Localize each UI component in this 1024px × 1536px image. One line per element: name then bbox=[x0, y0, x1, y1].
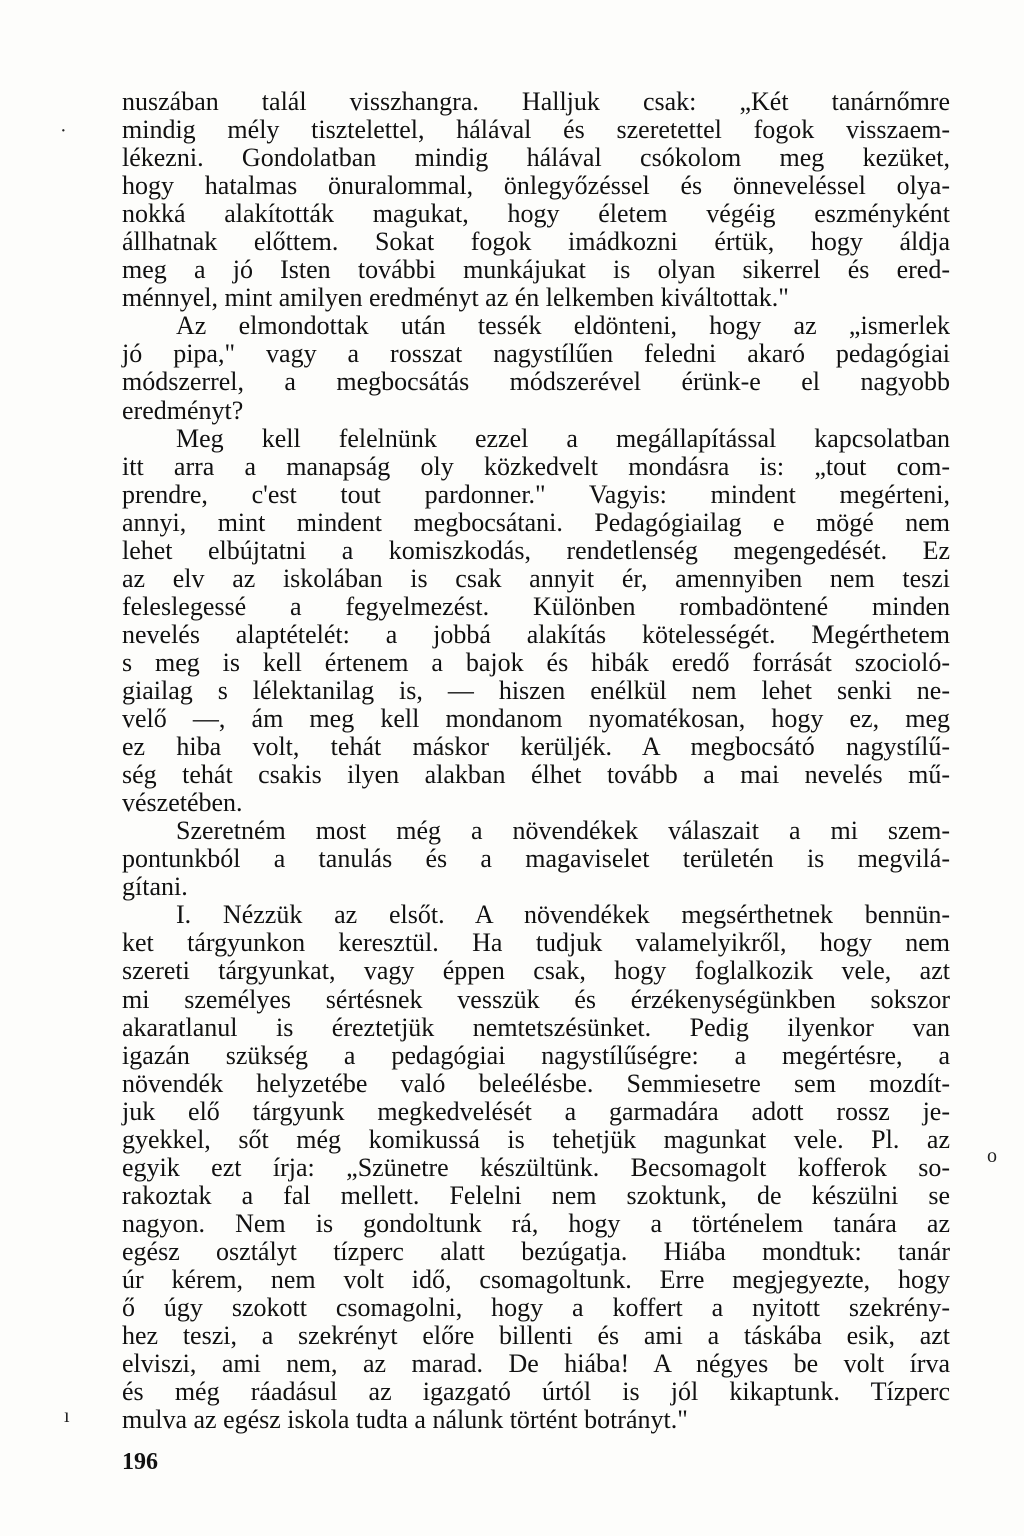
text-line: itt arra a manapság oly közkedvelt mondásra is: „tout com- bbox=[122, 451, 950, 481]
text-line: elviszi, ami nem, az marad. De hiába! A négyes be volt írva bbox=[122, 1349, 950, 1379]
margin-speck: · bbox=[60, 120, 67, 142]
text-line: prendre, c'est tout pardonner." Vagyis: mindent megérteni, bbox=[122, 479, 950, 509]
text-line: Meg kell felelnünk ezzel a megállapítással kapcsolatban bbox=[176, 423, 950, 453]
text-line: egyik ezt írja: „Szünetre készültünk. Becsomagolt kofferok so- bbox=[122, 1152, 950, 1182]
text-line: ség tehát csakis ilyen alakban élhet tovább a mai nevelés mű- bbox=[122, 760, 950, 790]
text-line: Az elmondottak után tessék eldönteni, hogy az „ismerlek bbox=[176, 311, 950, 341]
text-line: mi személyes sértésnek vesszük és érzékenységünkben sokszor bbox=[122, 984, 950, 1014]
text-line: gyekkel, sőt még komikussá is tehetjük magunkat vele. Pl. az bbox=[122, 1124, 950, 1154]
body-text bbox=[122, 88, 950, 1434]
text-line: hez teszi, a szekrényt előre billenti és ami a táskába esik, azt bbox=[122, 1321, 950, 1351]
text-line: akaratlanul is éreztetjük nemtetszésünket. Pedig ilyenkor van bbox=[122, 1012, 950, 1042]
text-line: rakoztak a fal mellett. Felelni nem szoktunk, de készülni se bbox=[122, 1180, 950, 1210]
text-line: s meg is kell értenem a bajok és hibák eredő forrását szocioló- bbox=[122, 647, 950, 677]
text-line: ez hiba volt, tehát máskor kerüljék. A megbocsátó nagystílű- bbox=[122, 732, 950, 762]
text-line: nuszában talál visszhangra. Halljuk csak: „Két tanárnőmre bbox=[122, 87, 950, 116]
margin-circle-mark: o bbox=[987, 1145, 997, 1167]
text-line: szereti tárgyunkat, vagy éppen csak, hogy foglalkozik vele, azt bbox=[122, 956, 950, 986]
text-line: I. Nézzük az elsőt. A növendékek megsérthetnek bennün- bbox=[176, 900, 950, 930]
text-line: meg a jó Isten további munkájukat is olyan sikerrel és ered- bbox=[122, 255, 950, 285]
text-line: pontunkból a tanulás és a magaviselet területén is megvilá- bbox=[122, 844, 950, 874]
margin-tick-mark: ı bbox=[64, 1405, 70, 1427]
text-line: jó pipa," vagy a rosszat nagystílűen feledni akaró pedagógiai bbox=[122, 339, 950, 369]
text-line: egész osztályt tízperc alatt bezúgatja. Hiába mondtuk: tanár bbox=[122, 1236, 950, 1266]
text-line: nagyon. Nem is gondoltunk rá, hogy a történelem tanára az bbox=[122, 1208, 950, 1238]
page-number: 196 bbox=[122, 1449, 158, 1475]
text-line: velő —, ám meg kell mondanom nyomatékosan, hogy ez, meg bbox=[122, 704, 950, 734]
text-line: az elv az iskolában is csak annyit ér, amennyiben nem teszi bbox=[122, 563, 950, 593]
text-line: úr kérem, nem volt idő, csomagoltunk. Erre megjegyezte, hogy bbox=[122, 1264, 950, 1294]
text-line: Szeretném most még a növendékek válaszait a mi szem- bbox=[176, 816, 950, 846]
text-line: hogy hatalmas önuralommal, önlegyőzéssel és önneveléssel olya- bbox=[122, 171, 950, 201]
text-line: vészetében. bbox=[122, 788, 243, 818]
text-line: nevelés alaptételét: a jobbá alakítás kötelességét. Megérthetem bbox=[122, 619, 950, 649]
text-line: ő úgy szokott csomagolni, hogy a koffert a nyitott szekrény- bbox=[122, 1293, 950, 1323]
text-line: giailag s lélektanilag is, — hiszen enélkül nem lehet senki ne- bbox=[122, 675, 950, 705]
text-line: juk elő tárgyunk megkedvelését a garmadára adott rossz je- bbox=[122, 1096, 950, 1126]
text-line: gítani. bbox=[122, 872, 188, 902]
text-line: lékezni. Gondolatban mindig hálával csókolom meg kezüket, bbox=[122, 143, 950, 173]
text-line: lehet elbújtatni a komiszkodás, rendetlenség megengedését. Ez bbox=[122, 535, 950, 565]
text-line: eredményt? bbox=[122, 395, 244, 425]
text-line: nokká alakították magukat, hogy életem végéig eszményként bbox=[122, 199, 950, 229]
text-line: ket tárgyunkon keresztül. Ha tudjuk valamelyikről, hogy nem bbox=[122, 928, 950, 958]
text-line: annyi, mint mindent megbocsátani. Pedagógiailag e mögé nem bbox=[122, 507, 950, 537]
text-line: módszerrel, a megbocsátás módszerével érünk-e el nagyobb bbox=[122, 367, 950, 397]
text-line: növendék helyzetébe való beleélésbe. Semmiesetre sem mozdít- bbox=[122, 1068, 950, 1098]
text-line: ménnyel, mint amilyen eredményt az én lelkemben kiváltottak." bbox=[122, 283, 789, 313]
text-line: igazán szükség a pedagógiai nagystílűségre: a megértésre, a bbox=[122, 1040, 950, 1070]
text-line: és még ráadásul az igazgató úrtól is jól kikaptunk. Tízperc bbox=[122, 1377, 950, 1407]
text-line: állhatnak előttem. Sokat fogok imádkozni értük, hogy áldja bbox=[122, 227, 950, 257]
text-line: mulva az egész iskola tudta a nálunk történt botrányt." bbox=[122, 1405, 688, 1435]
text-line: mindig mély tisztelettel, hálával és szeretettel fogok visszaem- bbox=[122, 115, 950, 145]
text-line: feleslegessé a fegyelmezést. Különben rombadöntené minden bbox=[122, 591, 950, 621]
